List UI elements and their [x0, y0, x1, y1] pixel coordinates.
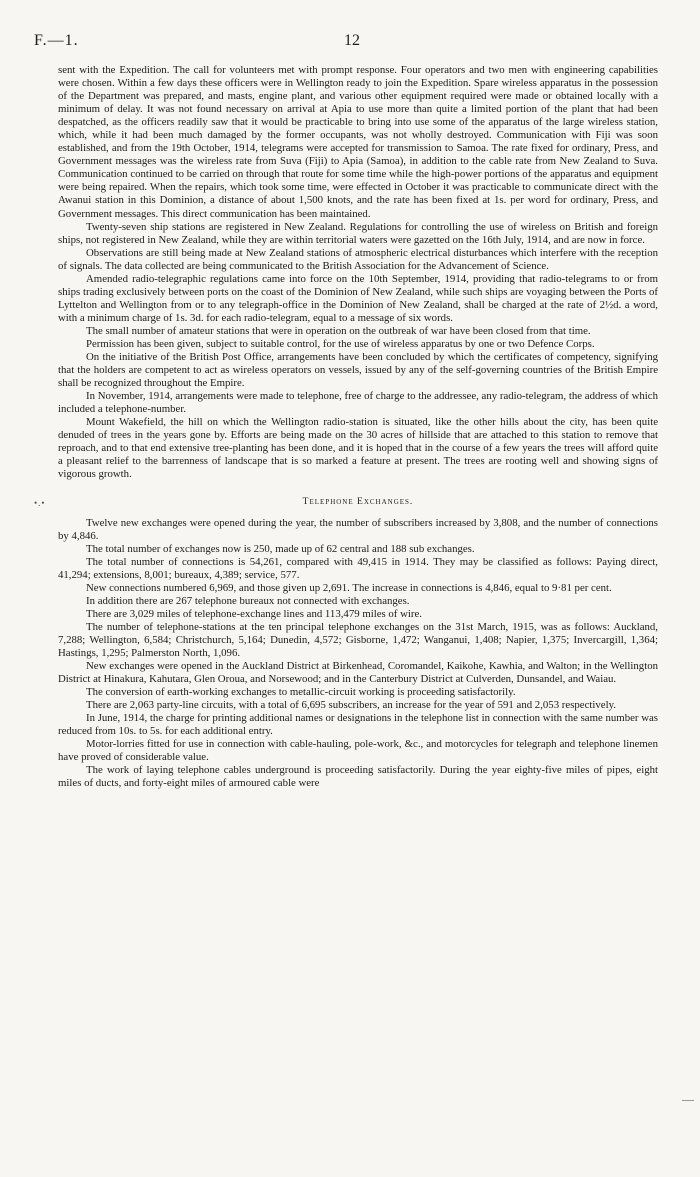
paragraph: Amended radio-telegraphic regulations came into force on the 10th September, 1914, providing that radio-telegrams to or from ships trading exclusively between ports on the coast of the Dominion of New Zealand, while such ships are voyaging between the Ports of Lyttelton and Wellington from or to any telegraph-office in the Dominion of New Zealand, shall be charged at the rate of 2½d. a word, with a minimum charge of 1s. 3d. for each radio-telegram, equal to a message of six words.	[58, 272, 658, 324]
section-heading	[34, 496, 658, 509]
paragraph: There are 3,029 miles of telephone-exchange lines and 113,479 miles of wire.	[86, 607, 422, 620]
paragraph: The total number of connections is 54,261, compared with 49,415 in 1914. They may be classified as follows: Paying direct, 41,294; extensions, 8,001; bureaux, 4,389; service, 577.	[58, 555, 658, 581]
page-header	[34, 32, 658, 54]
paragraph: Twenty-seven ship stations are registered in New Zealand. Regulations for controlling the use of wireless on British and foreign ships, not registered in New Zealand, while they are within territorial waters were gazetted on the 16th July, 1914, and are now in force.	[58, 220, 658, 246]
paragraph: Motor-lorries fitted for use in connection with cable-hauling, pole-work, &c., and motorcycles for telegraph and telephone linemen have proved of considerable value.	[58, 738, 658, 764]
paragraph: On the initiative of the British Post Office, arrangements have been concluded by which the certificates of competency, signifying that the holders are competent to act as wireless operators on vessels, issued by any of the self-governing countries of the British Empire shall be recognized throughout the Empire.	[58, 351, 658, 390]
document-reference: F.—1.	[34, 32, 79, 49]
stray-mark: •.•	[34, 497, 46, 508]
paragraph: Twelve new exchanges were opened during the year, the number of subscribers increased by 3,808, and the number of connections by 4,846.	[58, 516, 658, 542]
paragraph: sent with the Expedition. The call for volunteers met with prompt response. Four operators and two men with engineering capabilities were chosen. Within a few days these officers were in Wellington ready to join the Expedition. Spare wireless apparatus in the possession of the Department was prepared, and masts, engine plant, and various other equipment required were made or obtained locally with a minimum of delay. It was not found necessary on arrival at Apia to use more than quite a limited portion of the plant that had been despatched, as the officers readily saw that it would be practicable to bring into use some of the apparatus of the large wireless station, which, while it had been much damaged by the former occupants, was not wholly destroyed. Communication with Fiji was soon established, and from the 19th October, 1914, telegrams were accepted for transmission to Samoa. The rate fixed for ordinary, Press, and Government messages was the wireless rate from Suva (Fiji) to Apia (Samoa), in addition to the cable rate from New Zealand to Suva. Communication continued to be carried on through that route for some time while the high-power portions of the apparatus and equipment were being repaired. When the repairs, which took some time, were effected in October it was practicable to communicate direct with the Awanui station in this Dominion, a distance of about 1,500 knots, and the rate has been fixed at 1s. per word for ordinary, Press, and Government messages. This direct communication has been maintained.	[58, 64, 658, 220]
paragraph: In addition there are 267 telephone bureaux not connected with exchanges.	[86, 594, 410, 607]
paragraph: New connections numbered 6,969, and those given up 2,691. The increase in connections is 4,846, equal to 9·81 per cent.	[86, 581, 612, 594]
paragraph: The work of laying telephone cables underground is proceeding satisfactorily. During the year eighty-five miles of pipes, eight miles of ducts, and forty-eight miles of armoured cable were	[58, 764, 658, 790]
body-text	[34, 64, 658, 791]
paragraph: In November, 1914, arrangements were made to telephone, free of charge to the addressee, any radio-telegram, the address of which included a telephone-number.	[58, 390, 658, 416]
paragraph: There are 2,063 party-line circuits, with a total of 6,695 subscribers, an increase for the year of 591 and 2,053 respectively.	[86, 699, 616, 712]
edge-mark	[682, 1100, 694, 1101]
paragraph: Permission has been given, subject to suitable control, for the use of wireless apparatus by one or two Defence Corps.	[86, 337, 595, 350]
paragraph: Mount Wakefield, the hill on which the Wellington radio-station is situated, like the other hills about the city, has been quite denuded of trees in the years gone by. Efforts are being made on the 30 acres of hillside that are attached to this station to remove that reproach, and to that end extensive tree-planting has been done, and it is hoped that in the course of a few years the trees will afford quite a pleasant relief to the barrenness of landscape that is so marked a feature at present. The trees are rooting well and showing signs of vigorous growth.	[58, 416, 658, 481]
paragraph: The total number of exchanges now is 250, made up of 62 central and 188 sub exchanges.	[86, 542, 475, 555]
section-heading-text: Telephone Exchanges.	[302, 496, 414, 507]
paragraph: The conversion of earth-working exchanges to metallic-circuit working is proceeding satisfactorily.	[86, 686, 516, 699]
paragraph: New exchanges were opened in the Auckland District at Birkenhead, Coromandel, Kaikohe, Kawhia, and Walton; in the Wellington District at Hinakura, Kahutara, Glen Oroua, and Norsewood; and in the Canterbury District at Culverden, Dunsandel, and Waiau.	[58, 660, 658, 686]
paragraph: In June, 1914, the charge for printing additional names or designations in the telephone list in connection with the same number was reduced from 10s. to 5s. for each additional entry.	[58, 712, 658, 738]
page-number: 12	[344, 32, 360, 49]
paragraph: The small number of amateur stations that were in operation on the outbreak of war have been closed from that time.	[86, 324, 591, 337]
paragraph: Observations are still being made at New Zealand stations of atmospheric electrical disturbances which interfere with the reception of signals. The data collected are being communicated to the British Association for the Advancement of Science.	[58, 246, 658, 272]
paragraph: The number of telephone-stations at the ten principal telephone exchanges on the 31st March, 1915, was as follows: Auckland, 7,288; Wellington, 6,584; Christchurch, 5,164; Dunedin, 4,572; Gisborne, 1,472; Wanganui, 1,408; Napier, 1,375; Invercargill, 1,364; Hastings, 1,295; Palmerston North, 1,096.	[58, 620, 658, 660]
